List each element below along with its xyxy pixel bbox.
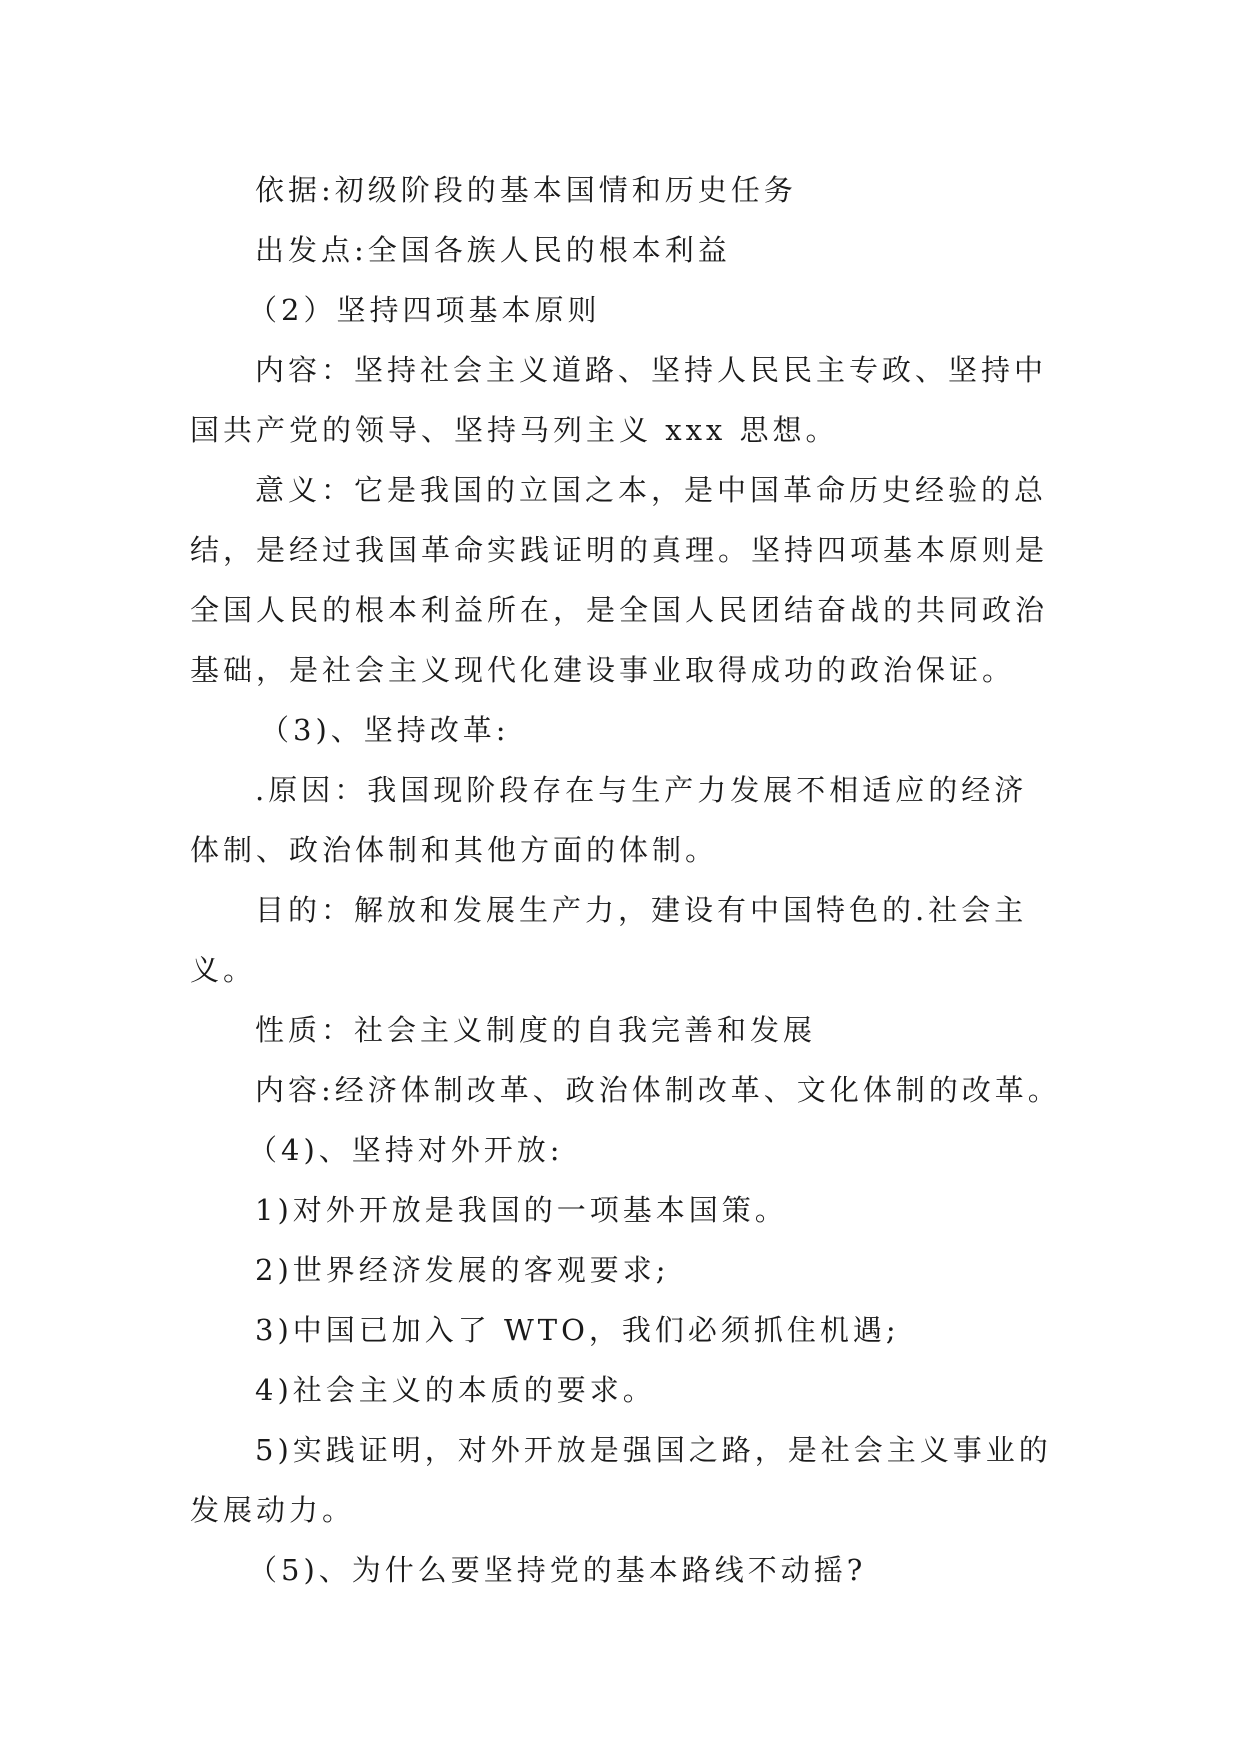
heading-reform: （3)、坚持改革: bbox=[260, 713, 510, 747]
list-item-2: 2)世界经济发展的客观要求; bbox=[255, 1253, 670, 1287]
paragraph-purpose-line-2: 义。 bbox=[190, 953, 257, 987]
paragraph-meaning-line-1: 意义：它是我国的立国之本，是中国革命历史经验的总 bbox=[255, 473, 1048, 507]
list-item-3: 3)中国已加入了 WTO，我们必须抓住机遇; bbox=[255, 1313, 900, 1347]
paragraph-basis: 依据:初级阶段的基本国情和历史任务 bbox=[255, 173, 797, 207]
heading-opening-up: （4)、坚持对外开放: bbox=[248, 1133, 564, 1167]
paragraph-reason-line-2: 体制、政治体制和其他方面的体制。 bbox=[190, 833, 719, 867]
paragraph-meaning-line-2: 结，是经过我国革命实践证明的真理。坚持四项基本原则是 bbox=[190, 533, 1049, 567]
list-item-5-line-2: 发展动力。 bbox=[190, 1493, 356, 1527]
document-body bbox=[190, 160, 1061, 1600]
heading-basic-line: （5)、为什么要坚持党的基本路线不动摇? bbox=[248, 1553, 867, 1587]
paragraph-purpose-line-1: 目的：解放和发展生产力，建设有中国特色的.社会主 bbox=[255, 893, 1028, 927]
list-item-4: 4)社会主义的本质的要求。 bbox=[255, 1373, 656, 1407]
paragraph-content-line-1: 内容：坚持社会主义道路、坚持人民民主专政、坚持中 bbox=[255, 353, 1048, 387]
paragraph-reason-line-1: .原因：我国现阶段存在与生产力发展不相适应的经济 bbox=[255, 773, 1028, 807]
heading-four-principles: （2）坚持四项基本原则 bbox=[248, 293, 601, 327]
list-item-1: 1)对外开放是我国的一项基本国策。 bbox=[255, 1193, 788, 1227]
paragraph-starting-point: 出发点:全国各族人民的根本利益 bbox=[255, 233, 731, 267]
list-item-5-line-1: 5)实践证明，对外开放是强国之路，是社会主义事业的 bbox=[255, 1433, 1052, 1467]
paragraph-reform-content: 内容:经济体制改革、政治体制改革、文化体制的改革。 bbox=[255, 1073, 1061, 1107]
paragraph-content-line-2: 国共产党的领导、坚持马列主义 xxx 思想。 bbox=[190, 413, 839, 447]
paragraph-meaning-line-3: 全国人民的根本利益所在，是全国人民团结奋战的共同政治 bbox=[190, 593, 1049, 627]
paragraph-nature: 性质：社会主义制度的自我完善和发展 bbox=[255, 1013, 817, 1047]
paragraph-meaning-line-4: 基础，是社会主义现代化建设事业取得成功的政治保证。 bbox=[190, 653, 1016, 687]
